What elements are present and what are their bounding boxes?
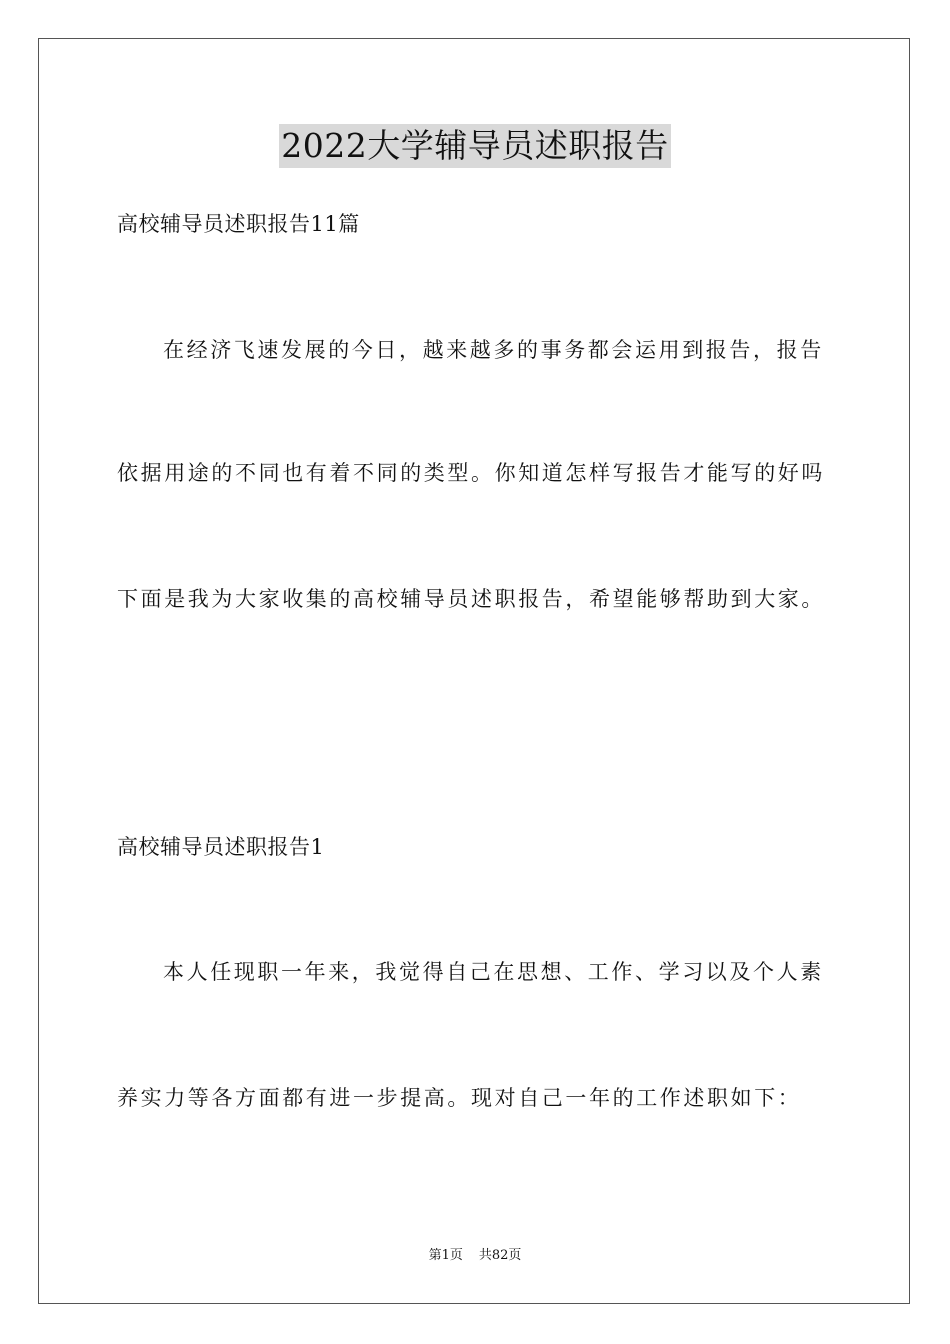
intro-paragraph-line-1: 在经济飞速发展的今日，越来越多的事务都会运用到报告，报告 [163, 338, 824, 362]
page-total: 共82页 [478, 1248, 522, 1263]
body-paragraph-line-1: 本人任现职一年来，我觉得自己在思想、工作、学习以及个人素 [163, 960, 824, 984]
intro-paragraph-line-3: 下面是我为大家收集的高校辅导员述职报告，希望能够帮助到大家。 [117, 587, 825, 611]
section-heading-report-1: 高校辅导员述职报告1 [117, 835, 325, 859]
body-paragraph-line-2: 养实力等各方面都有进一步提高。现对自己一年的工作述职如下： [117, 1086, 802, 1110]
document-title: 2022大学辅导员述职报告 [279, 124, 670, 168]
page-number: 第1页 [428, 1248, 463, 1263]
intro-paragraph-line-2: 依据用途的不同也有着不同的类型。你知道怎样写报告才能写的好吗 [117, 461, 825, 485]
page-footer [0, 1246, 950, 1266]
title-container [0, 124, 950, 168]
collection-heading: 高校辅导员述职报告11篇 [117, 212, 360, 236]
